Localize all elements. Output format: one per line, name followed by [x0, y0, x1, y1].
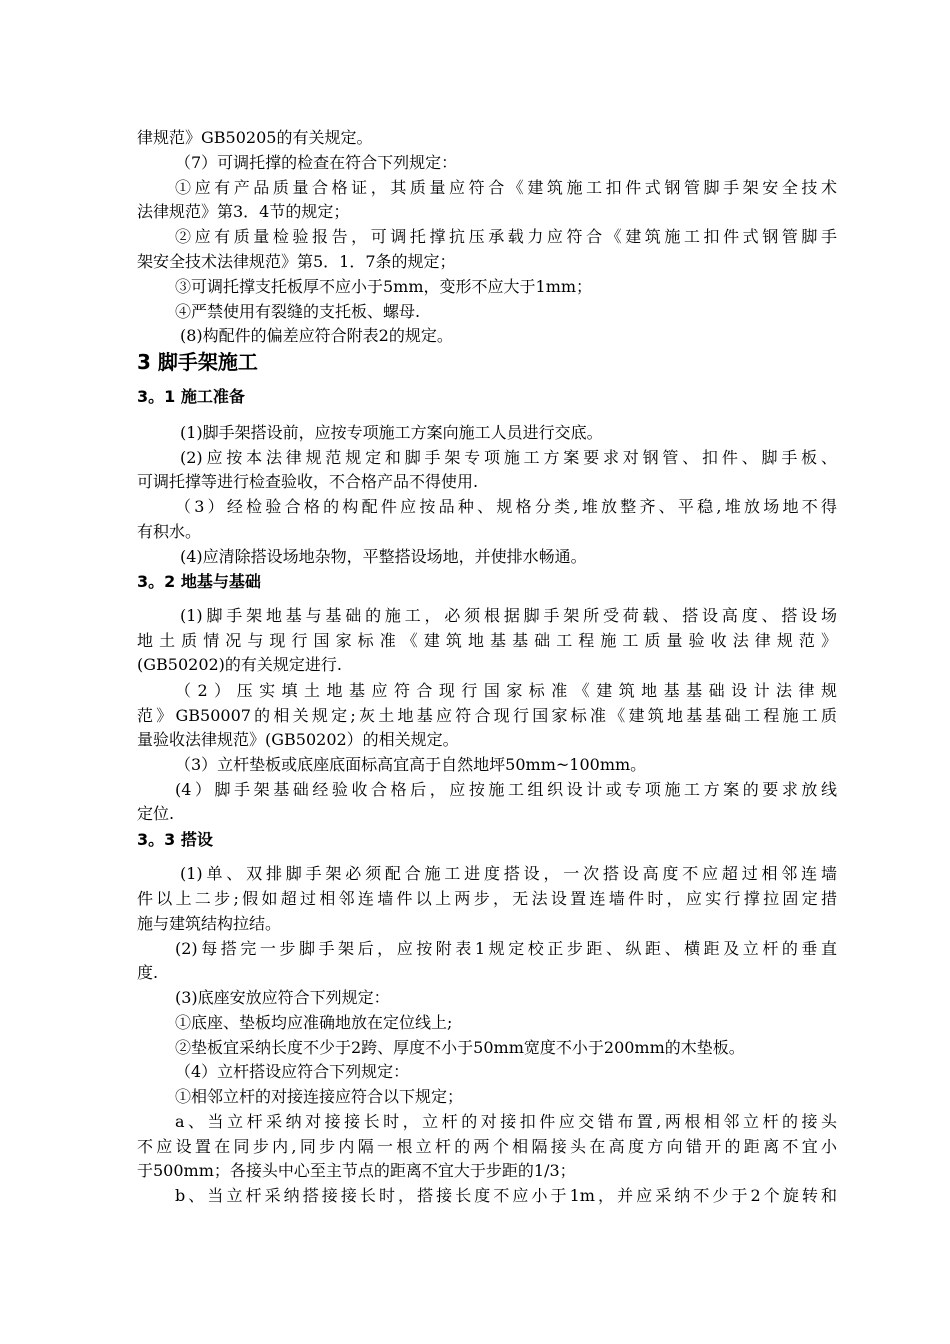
text-line: （7）可调托撑的检查在符合下列规定：	[175, 153, 458, 172]
text-line: ④严禁使用有裂缝的支托板、螺母.	[175, 302, 421, 321]
text-line: (2)每搭完一步脚手架后，应按附表1规定校正步距、纵距、横距及立杆的垂直	[175, 939, 837, 958]
text-line: (4)应清除搭设场地杂物，平整搭设场地，并使排水畅通。	[180, 547, 587, 566]
text-line: 于500mm；各接头中心至主节点的距离不宜大于步距的1/3；	[137, 1161, 576, 1180]
text-line: 地土质情况与现行国家标准《建筑地基基础工程施工质量验收法律规范》	[137, 631, 837, 650]
text-line: 法律规范》第3．4节的规定；	[137, 202, 350, 221]
subsection-heading: 3。3 搭设	[137, 830, 213, 849]
text-line: (4）脚手架基础经验收合格后，应按施工组织设计或专项施工方案的要求放线	[175, 780, 837, 799]
text-line: 有积水。	[137, 522, 202, 541]
text-line: （3）经检验合格的构配件应按品种、规格分类,堆放整齐、平稳,堆放场地不得	[175, 497, 837, 516]
text-line: (1)单、双排脚手架必须配合施工进度搭设，一次搭设高度不应超过相邻连墙	[180, 864, 837, 883]
text-line: b、当立杆采纳搭接接长时，搭接长度不应小于1m，并应采纳不少于2个旋转和	[175, 1186, 837, 1205]
text-line: ③可调托撑支托板厚不应小于5mm，变形不应大于1mm；	[175, 277, 593, 296]
text-line: ①底座、垫板均应准确地放在定位线上;	[175, 1013, 453, 1032]
text-line: 可调托撑等进行检查验收，不合格产品不得使用.	[137, 472, 479, 491]
text-line: (1)脚手架地基与基础的施工，必须根据脚手架所受荷载、搭设高度、搭设场	[180, 606, 837, 625]
text-line: (2)应按本法律规范规定和脚手架专项施工方案要求对钢管、扣件、脚手板、	[180, 448, 837, 467]
text-line: ①相邻立杆的对接连接应符合以下规定；	[175, 1087, 464, 1106]
subsection-heading: 3。2 地基与基础	[137, 572, 261, 591]
text-line: 定位.	[137, 804, 175, 823]
text-line: 度.	[137, 963, 159, 982]
text-line: (1)脚手架搭设前，应按专项施工方案向施工人员进行交底。	[180, 423, 603, 442]
text-line: （3）立杆垫板或底座底面标高宜高于自然地坪50mm~100mm。	[175, 755, 647, 774]
text-line: 架安全技术法律规范》第5．1．7条的规定；	[137, 252, 456, 271]
text-line: a、当立杆采纳对接接长时，立杆的对接扣件应交错布置,两根相邻立杆的接头	[175, 1112, 837, 1131]
text-line: (GB50202)的有关规定进行.	[137, 655, 343, 674]
text-line: (3)底座安放应符合下列规定：	[175, 988, 390, 1007]
text-line: （4）立杆搭设应符合下列规定：	[175, 1062, 410, 1081]
text-line: 施与建筑结构拉结。	[137, 914, 282, 933]
text-line: 量验收法律规范》(GB50202）的相关规定。	[137, 730, 459, 749]
text-line: ②应有质量检验报告，可调托撑抗压承载力应符合《建筑施工扣件式钢管脚手	[175, 227, 837, 246]
text-line: 件以上二步;假如超过相邻连墙件以上两步，无法设置连墙件时，应实行撑拉固定措	[137, 889, 837, 908]
text-line: ①应有产品质量合格证，其质量应符合《建筑施工扣件式钢管脚手架安全技术	[175, 178, 837, 197]
subsection-heading: 3。1 施工准备	[137, 387, 245, 406]
text-line: 律规范》GB50205的有关规定。	[137, 128, 373, 147]
text-line: (8)构配件的偏差应符合附表2的规定。	[180, 326, 453, 345]
text-line: 范》GB50007的相关规定;灰土地基应符合现行国家标准《建筑地基基础工程施工质	[137, 706, 837, 725]
section-heading: 3 脚手架施工	[137, 350, 258, 374]
text-line: ②垫板宜采纳长度不少于2跨、厚度不小于50mm宽度不小于200mm的木垫板。	[175, 1038, 745, 1057]
text-line: （2）压实填土地基应符合现行国家标准《建筑地基基础设计法律规	[175, 681, 837, 700]
text-line: 不应设置在同步内,同步内隔一根立杆的两个相隔接头在高度方向错开的距离不宜小	[137, 1137, 837, 1156]
